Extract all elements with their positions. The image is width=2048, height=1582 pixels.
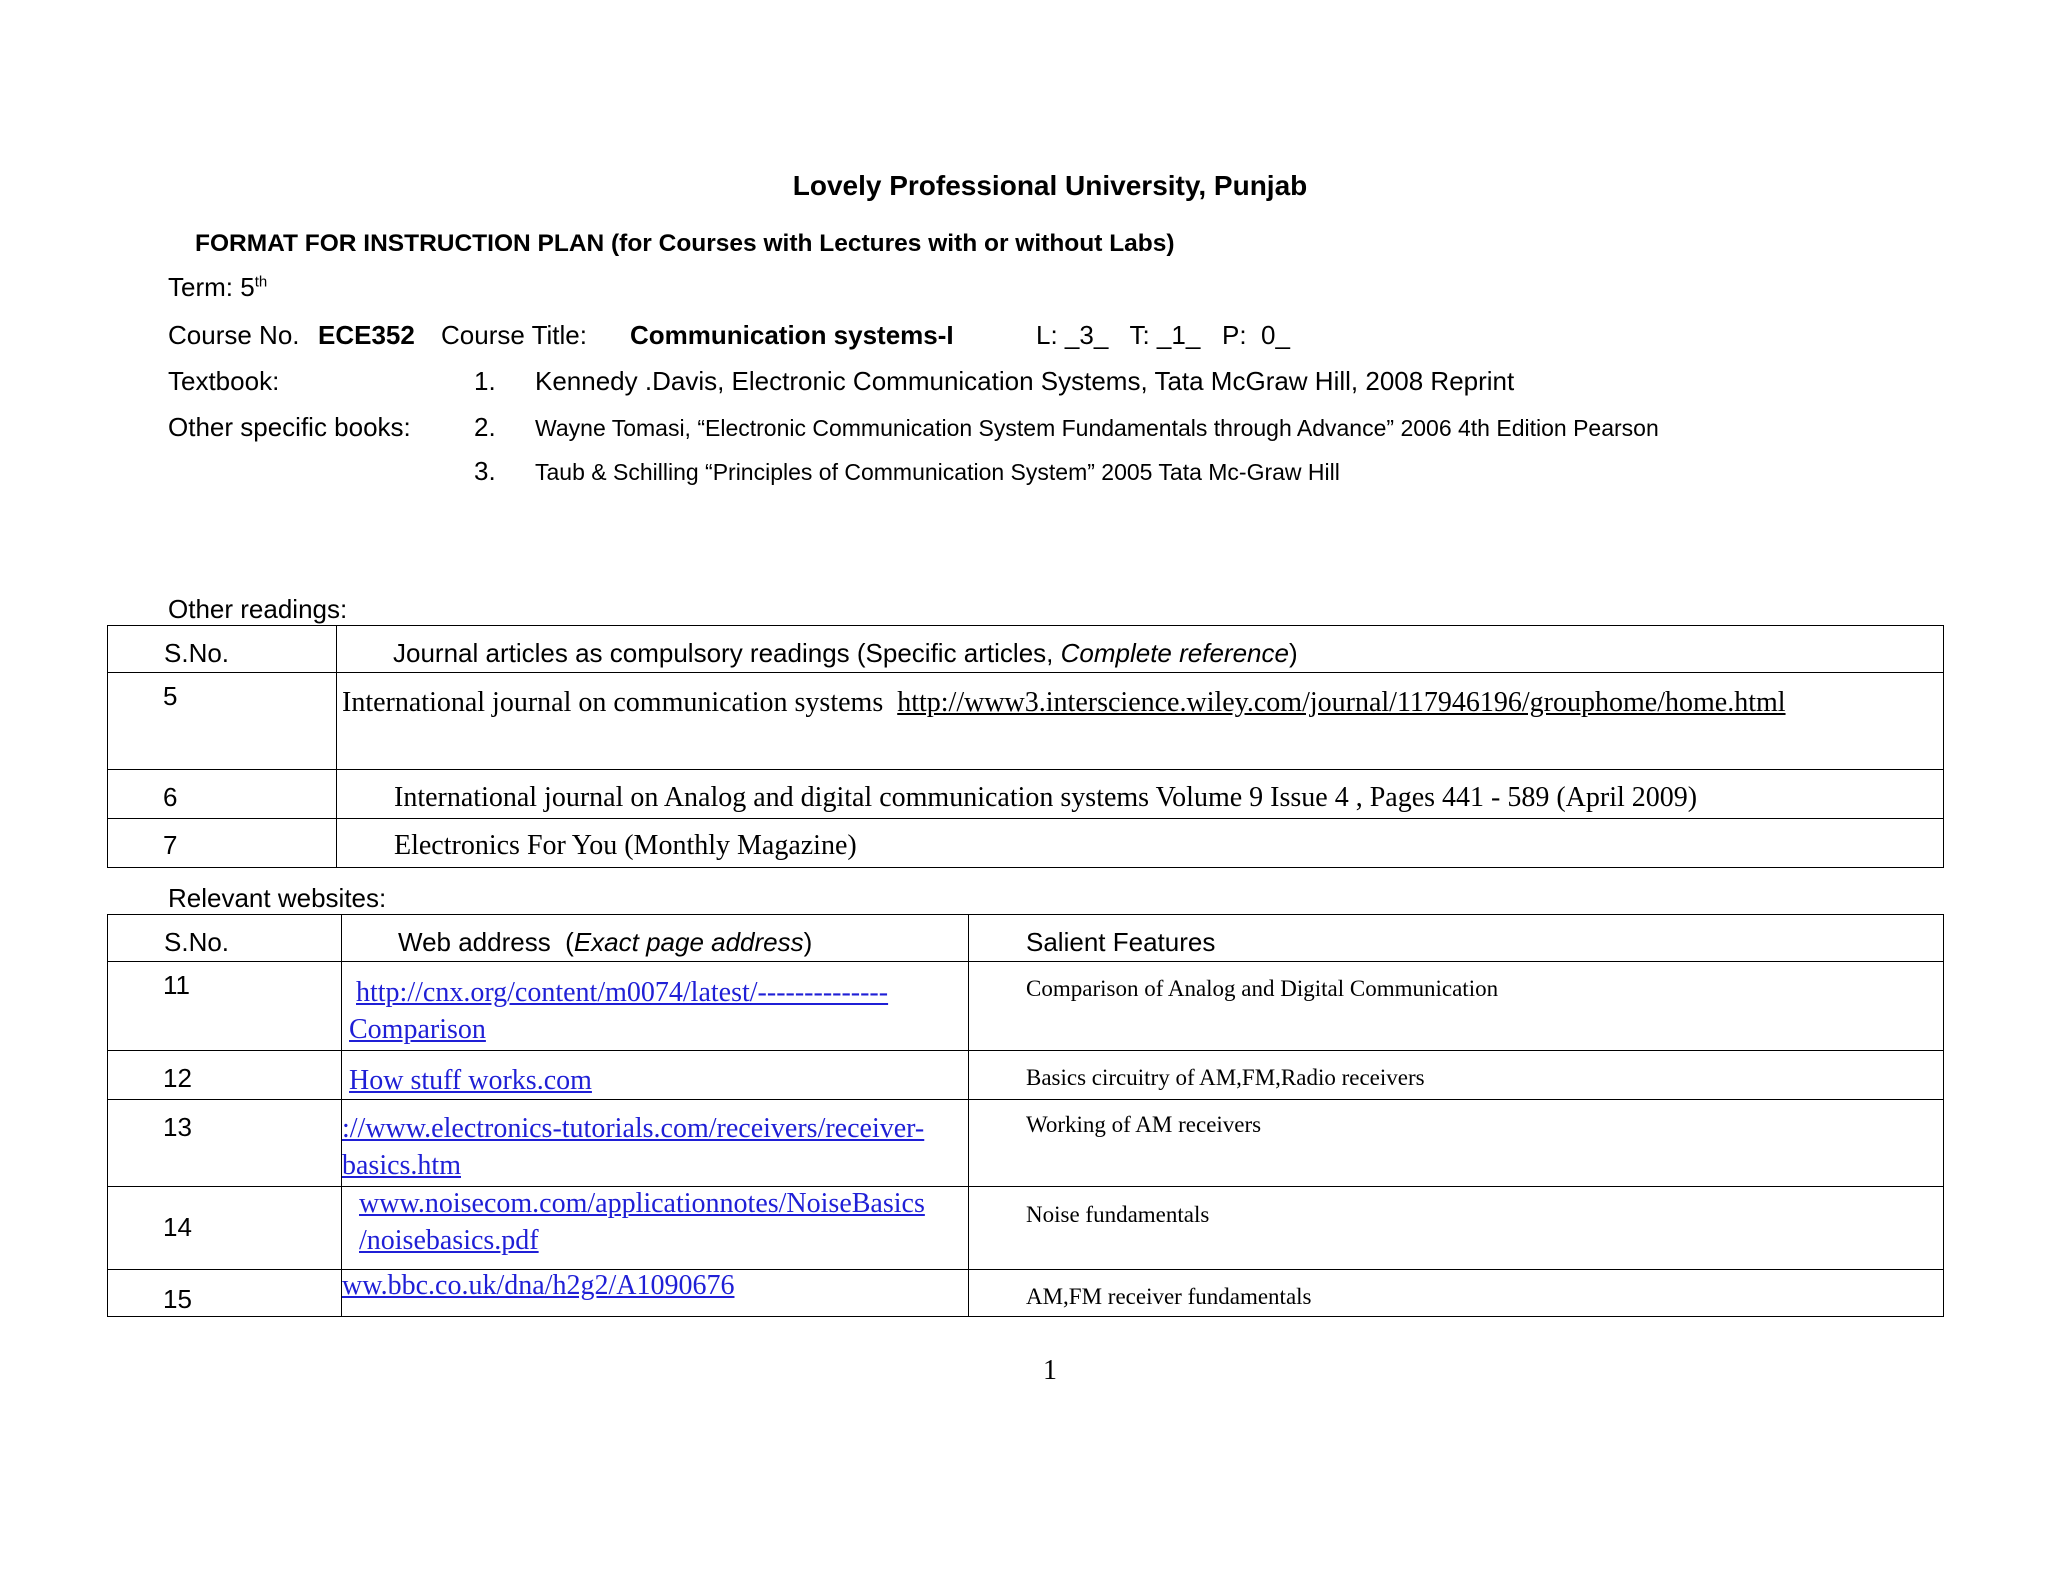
textbook-label: Textbook:	[168, 366, 280, 396]
header-text-close: )	[803, 927, 813, 957]
website-link-continued[interactable]: basics.htm	[342, 1150, 461, 1181]
row-feature	[969, 1051, 1944, 1100]
row-feature	[969, 1187, 1944, 1270]
table-row	[108, 1187, 1944, 1270]
websites-table	[107, 914, 1944, 1317]
course-no-label: Course No.	[168, 320, 300, 350]
website-link[interactable]: How stuff works.com	[349, 1065, 592, 1096]
row-sno: 15	[108, 1270, 342, 1317]
row-sno: 7	[108, 819, 337, 868]
row-reading	[337, 673, 1944, 770]
other-book-text: Taub & Schilling “Principles of Communication System” 2005 Tata Mc-Graw Hill	[535, 459, 1340, 485]
readings-table	[107, 625, 1944, 868]
other-book-number: 3.	[474, 456, 496, 486]
header-text-close: )	[1288, 638, 1298, 668]
website-link-continued[interactable]: Comparison	[349, 1014, 486, 1045]
other-readings-label: Other readings:	[168, 594, 348, 624]
website-link[interactable]: ww.bbc.co.uk/dna/h2g2/A1090676	[342, 1270, 735, 1301]
row-sno: 5	[108, 673, 337, 770]
table-row	[108, 673, 1944, 770]
row-web-address	[342, 1100, 969, 1187]
header-text: Journal articles as compulsory readings (Specific articles,	[393, 638, 1061, 668]
university-title: Lovely Professional University, Punjab	[792, 170, 1308, 201]
website-link[interactable]: www.noisecom.com/applicationnotes/NoiseBasics	[359, 1188, 925, 1219]
table-row	[108, 770, 1944, 819]
table-header-row	[108, 626, 1944, 673]
feature-text: Working of AM receivers	[1026, 1112, 1262, 1137]
row-web-address	[342, 1270, 969, 1317]
textbook-text: Kennedy .Davis, Electronic Communication Systems, Tata McGraw Hill, 2008 Reprint	[535, 366, 1515, 396]
table-row	[108, 819, 1944, 868]
header-sno: S.No.	[108, 915, 342, 962]
table-row	[108, 1270, 1944, 1317]
row-feature	[969, 962, 1944, 1051]
header-salient-features: Salient Features	[969, 915, 1944, 962]
course-no-value: ECE352	[318, 320, 415, 350]
reading-text: International journal on communication systems	[342, 687, 898, 718]
website-link[interactable]: ://www.electronics-tutorials.com/receivers/receiver-	[342, 1113, 925, 1144]
table-header-row	[108, 915, 1944, 962]
ltp-values: L: _3_ T: _1_ P: 0_	[1036, 320, 1290, 350]
table-row	[108, 962, 1944, 1051]
row-web-address	[342, 1187, 969, 1270]
feature-text: Noise fundamentals	[1026, 1202, 1210, 1227]
table-row	[108, 1051, 1944, 1100]
row-reading	[337, 770, 1944, 819]
row-sno: 14	[108, 1187, 342, 1270]
header-text: Web address (	[398, 927, 574, 957]
other-book-number: 2.	[474, 412, 496, 442]
header-journal-articles	[337, 626, 1944, 673]
row-feature	[969, 1100, 1944, 1187]
row-sno: 13	[108, 1100, 342, 1187]
textbook-number: 1.	[474, 366, 496, 396]
other-books-label: Other specific books:	[168, 412, 411, 442]
row-web-address	[342, 962, 969, 1051]
header-italic-text: Complete reference	[1060, 638, 1289, 668]
row-sno: 11	[108, 962, 342, 1051]
feature-text: Basics circuitry of AM,FM,Radio receivers	[1026, 1065, 1425, 1090]
row-feature	[969, 1270, 1944, 1317]
reading-link[interactable]: http://www3.interscience.wiley.com/journal/117946196/grouphome/home.html	[897, 687, 1786, 718]
row-sno: 6	[108, 770, 337, 819]
website-link[interactable]: http://cnx.org/content/m0074/latest/--------------	[356, 977, 889, 1008]
term-superscript: th	[254, 273, 268, 291]
header-web-address	[342, 915, 969, 962]
other-book-text: Wayne Tomasi, “Electronic Communication System Fundamentals through Advance” 2006 4th Edition Pearson	[535, 415, 1659, 441]
header-italic-text: Exact page address	[573, 927, 804, 957]
reading-text: International journal on Analog and digital communication systems Volume 9 Issue 4 , Pages 441 - 589 (April 2009)	[394, 782, 1698, 813]
term-line	[168, 272, 267, 303]
format-title: FORMAT FOR INSTRUCTION PLAN (for Courses with Lectures with or without Labs)	[195, 230, 1175, 257]
course-title-label: Course Title:	[441, 320, 587, 350]
feature-text: AM,FM receiver fundamentals	[1026, 1284, 1312, 1309]
feature-text: Comparison of Analog and Digital Communication	[1026, 976, 1499, 1001]
page-number: 1	[1043, 1355, 1057, 1386]
row-sno: 12	[108, 1051, 342, 1100]
term-label: Term: 5	[168, 272, 255, 302]
table-row	[108, 1100, 1944, 1187]
course-title-value: Communication systems-I	[630, 320, 954, 350]
row-web-address	[342, 1051, 969, 1100]
reading-text: Electronics For You (Monthly Magazine)	[394, 830, 857, 861]
website-link-continued[interactable]: /noisebasics.pdf	[359, 1225, 539, 1256]
relevant-websites-label: Relevant websites:	[168, 883, 387, 913]
header-sno: S.No.	[108, 626, 337, 673]
row-reading	[337, 819, 1944, 868]
